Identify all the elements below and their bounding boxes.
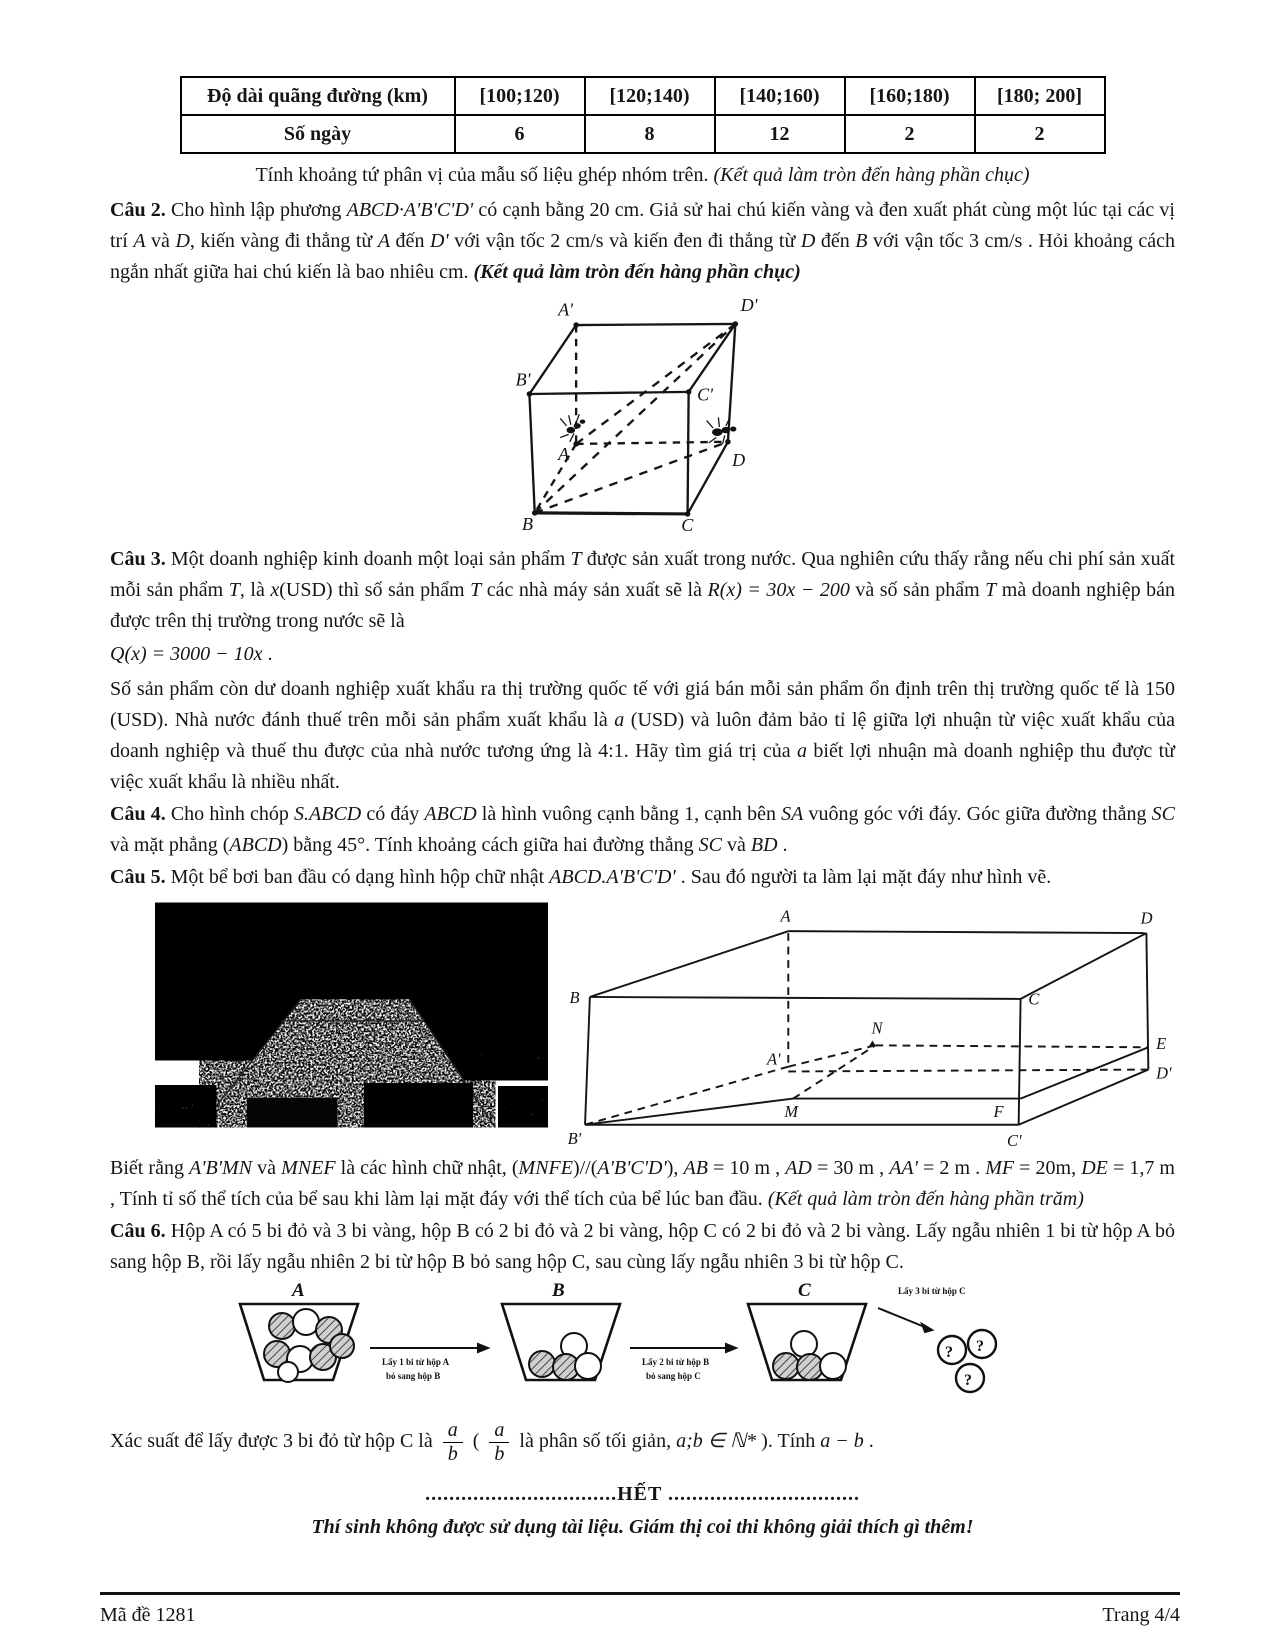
table-cell-count: 8	[585, 115, 715, 153]
pool-label-n: N	[871, 1018, 883, 1038]
table-cell-count: 6	[455, 115, 585, 153]
question-marble-2: ?	[976, 1338, 984, 1355]
open-paren: (	[472, 1430, 480, 1453]
marble-boxes-drawing	[230, 1280, 1020, 1408]
ant-at-D	[706, 417, 736, 444]
question5-text: Câu 5. Một bể bơi ban đầu có dạng hình hộp chữ nhật ABCD.A'B'C'D' . Sau đó người ta làm lại mặt đáy như hình vẽ.	[110, 866, 1052, 888]
pool-photo	[155, 901, 548, 1129]
arrow2-caption-line2: bỏ sang hộp C	[646, 1371, 701, 1381]
ant-at-A	[560, 414, 585, 442]
box-c-label: C	[798, 1280, 811, 1301]
cube-figure	[110, 290, 1175, 542]
pool-label-c-prime: C'	[1006, 1131, 1022, 1151]
box-a-label: A	[292, 1280, 305, 1301]
exam-notice: Thí sinh không được sử dụng tài liệu. Giám thị coi thi không giải thích gì thêm!	[311, 1516, 974, 1538]
table-cell-interval: [100;120)	[455, 77, 585, 115]
pool-label-f: F	[993, 1101, 1004, 1121]
pool-label-d: D	[1140, 908, 1153, 928]
question-marble-1: ?	[945, 1344, 953, 1361]
probability-text-pre: Xác suất để lấy được 3 bi đỏ từ hộp C là	[110, 1430, 433, 1453]
table-cell-interval: [180; 200]	[975, 77, 1105, 115]
vertex-label-b: B	[521, 513, 533, 532]
pool-label-c: C	[1027, 989, 1039, 1009]
frequency-table	[180, 76, 1106, 154]
question6-text: Câu 6. Hộp A có 5 bi đỏ và 3 bi vàng, hộp B có 2 bi đỏ và 2 bi vàng, hộp C có 2 bi đỏ và 2 bi vàng. Lấy ngẫu nhiên 1 bi từ hộp A bỏ sang hộp B, rồi lấy ngẫu nhiên 2 bi từ hộp B bỏ sang hộp C, sau cùng lấy ngẫu nhiên 3 bi từ hộp C.	[110, 1220, 1175, 1273]
question5-text-part2: Biết rằng A'B'MN và MNEF là các hình chữ nhật, (MNFE)//(A'B'C'D'), AB = 10 m , AD = 30 m , AA' = 2 m . MF = 20m, DE = 1,7 m , Tính tỉ số thể tích của bể sau khi làm lại mặt đáy với thể tích của bể lúc ban đầu. (Kết quả làm tròn đến hàng phần trăm)	[110, 1157, 1175, 1210]
question3-formula-q: Q(x) = 3000 − 10x .	[110, 643, 273, 665]
table-cell-interval: [160;180)	[845, 77, 975, 115]
question4-text: Câu 4. Cho hình chóp S.ABCD có đáy ABCD là hình vuông cạnh bằng 1, cạnh bên SA vuông góc với đáy. Góc giữa đường thẳng SC và mặt phẳng (ABCD) bằng 45°. Tính khoảng cách giữa hai đường thẳng SC và BD .	[110, 803, 1175, 856]
fraction-a-over-b-2	[489, 1420, 509, 1465]
question2-text: Câu 2. Cho hình lập phương ABCD·A'B'C'D' có cạnh bằng 20 cm. Giả sử hai chú kiến vàng và đen xuất phát cùng một lúc tại các vị trí A và D, kiến vàng đi thẳng từ A đến D' với vận tốc 2 cm/s và kiến đen đi thẳng từ D đến B với vận tốc 3 cm/s . Hỏi khoảng cách ngắn nhất giữa hai chú kiến là bao nhiêu cm. (Kết quả làm tròn đến hàng phần chục)	[110, 199, 1175, 283]
probability-text-post: là phân số tối giản, a;b ∈ ℕ* ). Tính a − b .	[519, 1430, 874, 1453]
vertex-label-a-prime: A'	[557, 299, 573, 320]
table-cell-count: 12	[715, 115, 845, 153]
table-header-days: Số ngày	[181, 115, 455, 153]
table-row	[181, 77, 1105, 115]
question3-text-part2: Số sản phẩm còn dư doanh nghiệp xuất khẩu ra thị trường quốc tế với giá bán mỗi sản phẩm ổn định trên thị trường quốc tế là 150 (USD). Nhà nước đánh thuế trên mỗi sản phẩm xuất khẩu là a (USD) và luôn đảm bảo tỉ lệ giữa lợi nhuận từ việc xuất khẩu của doanh nghiệp và thuế thu được của nhà nước tương ứng là 4:1. Hãy tìm giá trị của a biết lợi nhuận mà doanh nghiệp thu được từ việc xuất khẩu là nhiều nhất.	[110, 678, 1175, 793]
pool-label-a: A	[780, 906, 791, 926]
table-row	[181, 115, 1105, 153]
vertex-label-c-prime: C'	[696, 384, 713, 405]
fraction-denominator: b	[447, 1443, 458, 1465]
arrow1-caption-line2: bỏ sang hộp B	[386, 1371, 441, 1381]
cube-drawing	[509, 290, 777, 532]
end-marker: ................................HẾT ................................	[425, 1483, 860, 1505]
pool-label-b: B	[569, 987, 580, 1007]
table-header-distance: Độ dài quãng đường (km)	[181, 77, 455, 115]
pool-label-a-prime: A'	[766, 1049, 781, 1069]
vertex-label-a: A	[557, 443, 569, 464]
question6-probability-line	[110, 1420, 1175, 1465]
page-footer	[100, 1592, 1180, 1631]
table-cell-interval: [120;140)	[585, 77, 715, 115]
box-b-label: B	[552, 1280, 565, 1301]
arrow2-caption-line1: Lấy 2 bi từ hộp B	[642, 1357, 710, 1367]
question1-caption: Tính khoảng tứ phân vị của mẫu số liệu ghép nhóm trên. (Kết quả làm tròn đến hàng phần chục)	[255, 164, 1030, 186]
pool-label-m: M	[783, 1101, 798, 1121]
exam-code: Mã đề 1281	[100, 1604, 196, 1626]
question5-figures	[155, 901, 1175, 1151]
pool-label-d-prime: D'	[1155, 1063, 1172, 1083]
vertex-label-d: D	[731, 450, 745, 471]
table-cell-count: 2	[845, 115, 975, 153]
fraction-numerator: a	[443, 1420, 463, 1443]
question3-text-part1: Câu 3. Một doanh nghiệp kinh doanh một loại sản phẩm T được sản xuất trong nước. Qua nghiên cứu thấy rằng nếu chi phí sản xuất mỗi sản phẩm T, là x(USD) thì số sản phẩm T các nhà máy sản xuất sẽ là R(x) = 30x − 200 và số sản phẩm T mà doanh nghiệp bán được trên thị trường trong nước sẽ là	[110, 548, 1175, 632]
marble-boxes-figure	[230, 1280, 1175, 1418]
vertex-label-c: C	[680, 514, 693, 532]
question-marble-3: ?	[964, 1372, 972, 1389]
pool-label-e: E	[1155, 1034, 1166, 1054]
take3-caption: Lấy 3 bi từ hộp C	[898, 1286, 966, 1296]
page-number: Trang 4/4	[1102, 1604, 1180, 1626]
vertex-label-d-prime: D'	[740, 295, 758, 316]
table-cell-count: 2	[975, 115, 1105, 153]
pool-label-b-prime: B'	[567, 1129, 581, 1149]
vertex-label-b-prime: B'	[515, 369, 531, 390]
pool-box-diagram	[556, 901, 1175, 1151]
fraction-a-over-b	[443, 1420, 463, 1465]
fraction-denominator-2: b	[494, 1443, 505, 1465]
fraction-numerator-2: a	[489, 1420, 509, 1443]
table-cell-interval: [140;160)	[715, 77, 845, 115]
arrow1-caption-line1: Lấy 1 bi từ hộp A	[382, 1357, 450, 1367]
